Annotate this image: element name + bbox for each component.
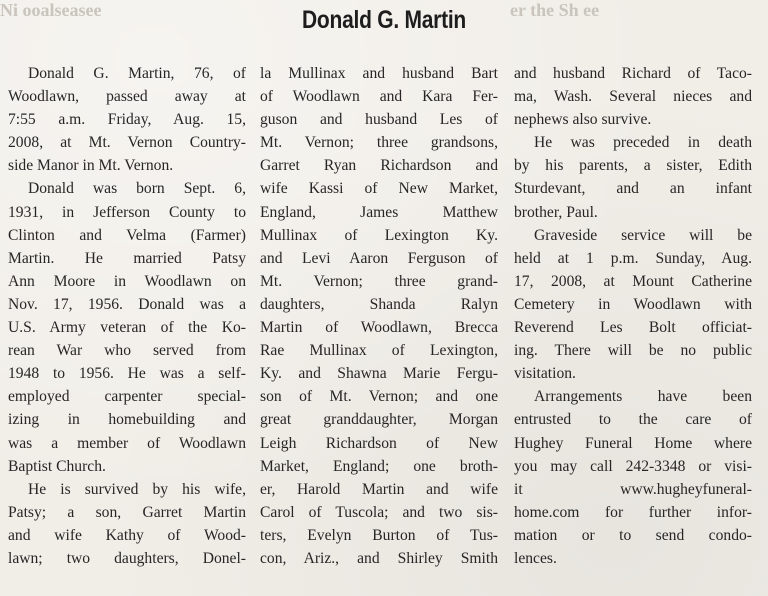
text-line: Mullinax of Lexington Ky. (260, 226, 498, 244)
text-line: side Manor in Mt. Vernon. (8, 157, 174, 175)
faded-bleed-text-right: er the Sh ee (510, 0, 600, 20)
faded-bleed-text-left: Ni ooalseasee (0, 0, 102, 20)
text-line: Mt. Vernon; three grandsons, (260, 134, 498, 152)
text-line: son of Mt. Vernon; and one (260, 388, 498, 406)
text-line: 1931, in Jefferson County to (8, 203, 246, 221)
text-line: 17, 2008, at Mount Catherine (514, 272, 752, 290)
text-line: ma, Wash. Several nieces and (514, 88, 752, 106)
text-line: 2008, at Mt. Vernon Country- (8, 134, 246, 152)
text-line: U.S. Army veteran of the Ko- (8, 319, 246, 337)
column-1 (8, 62, 246, 570)
text-line: entrusted to the care of (514, 411, 752, 429)
text-line: Donald G. Martin, 76, of (28, 65, 246, 82)
text-line: Donald was born Sept. 6, (28, 180, 246, 198)
text-line: Mt. Vernon; three grand- (260, 272, 498, 290)
text-line: Martin of Woodlawn, Brecca (260, 319, 498, 337)
text-line: Ann Moore in Woodlawn on (8, 272, 246, 290)
text-line: guson and husband Les of (260, 111, 498, 129)
text-line: lences. (514, 549, 557, 567)
text-line: Reverend Les Bolt officiat- (514, 319, 752, 337)
text-line: lawn; two daughters, Donel- (8, 549, 246, 567)
text-line: Hughey Funeral Home where (514, 434, 752, 452)
text-line: Rae Mullinax of Lexington, (260, 342, 498, 360)
text-line: rean War who served from (8, 342, 246, 360)
text-line: Garret Ryan Richardson and (260, 157, 498, 175)
text-line: Nov. 17, 1956. Donald was a (8, 295, 246, 313)
text-line: Martin. He married Patsy (8, 249, 246, 267)
text-line: Baptist Church. (8, 457, 106, 475)
obituary-headline: Donald G. Martin (302, 6, 466, 34)
text-line: of Woodlawn and Kara Fer- (260, 88, 498, 106)
text-line: visitation. (514, 365, 576, 383)
text-line: er, Harold Martin and wife (260, 480, 498, 498)
text-line: nephews also survive. (514, 111, 652, 129)
text-line: it www.hugheyfuneral- (514, 480, 752, 498)
column-2 (260, 62, 498, 570)
column-3 (514, 62, 752, 570)
text-line: Ky. and Shawna Marie Fergu- (260, 365, 498, 383)
text-line: was a member of Woodlawn (8, 434, 246, 452)
text-line: England, James Matthew (260, 203, 498, 221)
text-line: izing in homebuilding and (8, 411, 246, 429)
text-line: home.com for further infor- (514, 503, 752, 521)
text-line: Carol of Tuscola; and two sis- (260, 503, 498, 521)
text-line: He is survived by his wife, (28, 480, 246, 498)
text-line: mation or to send condo- (514, 526, 752, 544)
text-line: by his parents, a sister, Edith (514, 157, 752, 175)
text-line: Woodlawn, passed away at (8, 88, 246, 106)
text-line: and wife Kathy of Wood- (8, 526, 246, 544)
text-line: held at 1 p.m. Sunday, Aug. (514, 249, 752, 267)
text-line: la Mullinax and husband Bart (260, 65, 498, 82)
text-line: Clinton and Velma (Farmer) (8, 226, 246, 244)
text-line: ing. There will be no public (514, 342, 752, 360)
text-line: great granddaughter, Morgan (260, 411, 498, 429)
text-line: Leigh Richardson of New (260, 434, 498, 452)
text-line: con, Ariz., and Shirley Smith (260, 549, 498, 567)
text-line: Cemetery in Woodlawn with (514, 295, 752, 313)
text-line: Sturdevant, and an infant (514, 180, 752, 198)
text-line: Graveside service will be (534, 226, 752, 244)
text-line: Arrangements have been (534, 388, 752, 406)
text-line: you may call 242-3348 or visi- (514, 457, 752, 475)
text-line: and husband Richard of Taco- (514, 65, 752, 82)
text-line: Market, England; one broth- (260, 457, 498, 475)
text-line: brother, Paul. (514, 203, 598, 221)
text-line: daughters, Shanda Ralyn (260, 295, 498, 313)
text-line: He was preceded in death (534, 134, 752, 152)
text-line: ters, Evelyn Burton of Tus- (260, 526, 498, 544)
text-line: and Levi Aaron Ferguson of (260, 249, 498, 267)
text-line: 1948 to 1956. He was a self- (8, 365, 246, 383)
text-line: employed carpenter special- (8, 388, 246, 406)
text-line: wife Kassi of New Market, (260, 180, 498, 198)
text-line: Patsy; a son, Garret Martin (8, 503, 246, 521)
text-line: 7:55 a.m. Friday, Aug. 15, (8, 111, 246, 129)
